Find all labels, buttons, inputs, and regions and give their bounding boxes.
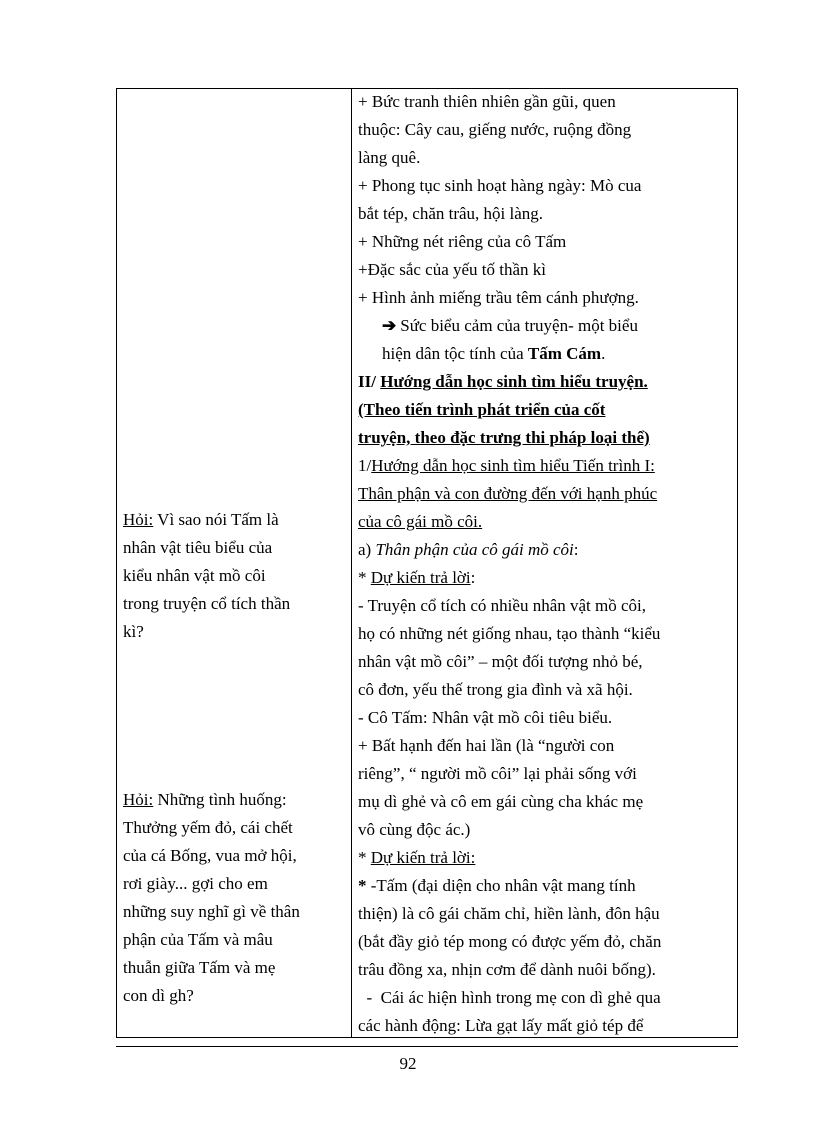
answer-line: (bắt đầy giỏ tép mong có được yếm đỏ, chăn xyxy=(358,932,662,951)
answer-line: riêng”, “ người mồ côi” lại phải sống với xyxy=(358,764,637,783)
question-2-line: thuẫn giữa Tấm và mẹ xyxy=(123,958,276,977)
answer-line: trâu đồng xa, nhịn cơm để dành nuôi bống). xyxy=(358,960,656,979)
answer-line: + Phong tục sinh hoạt hàng ngày: Mò cua xyxy=(358,176,642,195)
answer-line: mụ dì ghẻ và cô em gái cùng cha khác mẹ xyxy=(358,792,644,811)
answer-line: cô đơn, yếu thế trong gia đình và xã hội. xyxy=(358,680,633,699)
answer-line: + Hình ảnh miếng trầu têm cánh phượng. xyxy=(358,288,639,307)
answer-line: - Cái ác hiện hình trong mẹ con dì ghẻ qua xyxy=(358,988,661,1007)
section-heading: II/ Hướng dẫn học sinh tìm hiểu truyện. xyxy=(358,372,648,391)
answer-line: vô cùng độc ác.) xyxy=(358,820,471,839)
answer-line: - Cô Tấm: Nhân vật mồ côi tiêu biểu. xyxy=(358,708,613,727)
answer-line: nhân vật mồ côi” – một đối tượng nhỏ bé, xyxy=(358,652,643,671)
question-2-line: Thưởng yếm đỏ, cái chết xyxy=(123,818,293,837)
answer-line: làng quê. xyxy=(358,148,421,167)
answer-line: thiện) là cô gái chăm chỉ, hiền lành, đôn hậu xyxy=(358,904,660,923)
answer-line: +Đặc sắc của yếu tố thần kì xyxy=(358,260,547,279)
answer-line: hiện dân tộc tính của Tấm Cám. xyxy=(382,344,606,363)
page-number: 92 xyxy=(399,1054,417,1073)
arrow-right-icon: ➔ xyxy=(382,316,397,335)
question-1-line: Hỏi: Vì sao nói Tấm là xyxy=(123,510,279,529)
answer-line: + Những nét riêng của cô Tấm xyxy=(358,232,567,251)
question-1-line: trong truyện cổ tích thần xyxy=(123,594,291,613)
question-2-line: con dì gh? xyxy=(123,986,194,1005)
subsection-heading: của cô gái mồ côi. xyxy=(358,512,483,531)
question-1-line: kiểu nhân vật mồ côi xyxy=(123,566,266,585)
answer-line: * Dự kiến trả lời: xyxy=(358,568,476,587)
answer-line: + Bất hạnh đến hai lần (là “người con xyxy=(358,736,615,755)
answer-line: họ có những nét giống nhau, tạo thành “kiểu xyxy=(358,624,661,643)
question-2-line: Hỏi: Những tình huống: xyxy=(123,790,287,809)
content-table xyxy=(116,88,738,1038)
answer-line: thuộc: Cây cau, giếng nước, ruộng đồng xyxy=(358,120,632,139)
question-2-line: rơi giày... gợi cho em xyxy=(123,874,268,893)
question-2-line: của cá Bống, vua mở hội, xyxy=(123,846,297,865)
question-label: Hỏi: xyxy=(123,510,154,529)
question-2-line: phận của Tấm và mâu xyxy=(123,930,273,949)
answer-line: + Bức tranh thiên nhiên gần gũi, quen xyxy=(358,92,616,111)
answer-line: * Dự kiến trả lời: xyxy=(358,848,476,867)
answer-line: * -Tấm (đại diện cho nhân vật mang tính xyxy=(358,876,636,895)
section-heading: truyện, theo đặc trưng thi pháp loại thể) xyxy=(358,428,650,447)
answer-line: a) Thân phận của cô gái mồ côi: xyxy=(358,540,579,559)
answer-line: bắt tép, chăn trâu, hội làng. xyxy=(358,204,544,223)
answer-line: các hành động: Lừa gạt lấy mất giỏ tép để xyxy=(358,1016,644,1035)
subsection-heading: 1/Hướng dẫn học sinh tìm hiểu Tiến trình I: xyxy=(358,456,655,475)
footer-rule xyxy=(116,1046,738,1047)
question-1-line: nhân vật tiêu biểu của xyxy=(123,538,273,557)
answer-line: - Truyện cổ tích có nhiều nhân vật mồ côi, xyxy=(358,596,647,615)
column-divider xyxy=(351,89,352,1037)
subsection-heading: Thân phận và con đường đến với hạnh phúc xyxy=(358,484,658,503)
section-heading: (Theo tiến trình phát triển của cốt xyxy=(358,400,606,419)
answer-line: ➔ Sức biểu cảm của truyện- một biểu xyxy=(382,316,638,335)
question-label: Hỏi: xyxy=(123,790,154,809)
question-2-line: những suy nghĩ gì về thân xyxy=(123,902,300,921)
question-1-line: kì? xyxy=(123,622,144,641)
